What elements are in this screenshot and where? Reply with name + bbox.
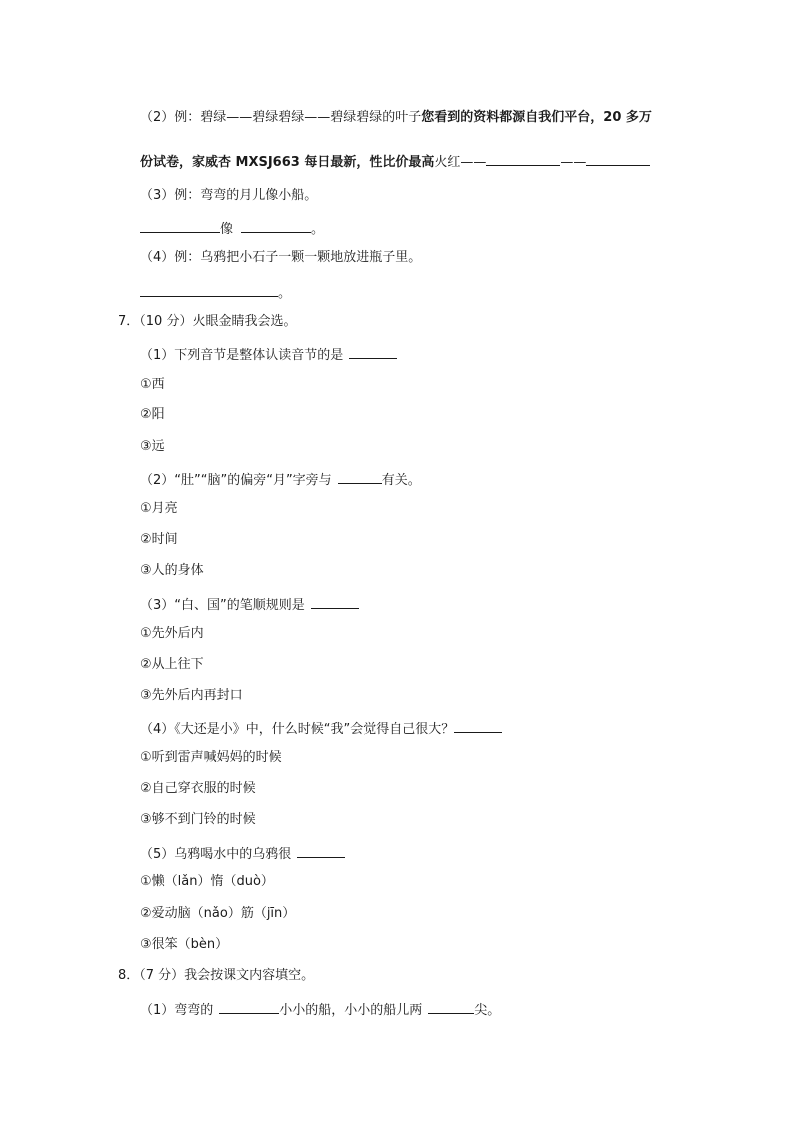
q6-2-line1 (140, 109, 652, 127)
q7-1-option-3[interactable]: ③远 (140, 439, 165, 454)
q7-3-option-3[interactable]: ③先外后内再封口 (140, 688, 243, 703)
q6-2-line2 (140, 151, 650, 172)
q6-2-blank-1[interactable] (486, 151, 560, 166)
q7-4-option-1[interactable]: ①听到雷声喊妈妈的时候 (140, 750, 282, 765)
q7-5-option-3[interactable]: ③很笨（bèn） (140, 937, 229, 952)
q6-3-blank-1[interactable] (140, 218, 220, 233)
q7-2-option-1[interactable]: ①月亮 (140, 501, 178, 516)
q6-2-tail: 火红—— (434, 155, 487, 170)
q6-4-answer-line (140, 282, 291, 303)
q6-3-example: （3）例：弯弯的月儿像小船。 (140, 188, 318, 203)
q7-5-option-2[interactable]: ②爱动脑（nǎo）筋（jīn） (140, 906, 296, 921)
q7-1-stem: （1）下列音节是整体认读音节的是 (140, 344, 397, 365)
watermark-text-2: 份试卷，家威杏 MXSJ663 每日最新，性比价最高 (140, 155, 435, 170)
q8-1-blank-1[interactable] (219, 999, 279, 1014)
q7-1-option-2[interactable]: ②阳 (140, 407, 165, 422)
q6-2-blank-2[interactable] (586, 151, 650, 166)
q6-4-blank[interactable] (140, 282, 278, 297)
q7-5-blank[interactable] (297, 843, 345, 858)
q7-4-stem: （4）《大还是小》中，什么时候“我”会觉得自己很大？ (140, 718, 502, 739)
q7-3-blank[interactable] (311, 594, 359, 609)
q7-5-option-1[interactable]: ①懒（lǎn）惰（duò） (140, 874, 274, 889)
q6-3-mid: 像 (220, 222, 234, 237)
q7-1-blank[interactable] (349, 344, 397, 359)
q6-2-dash: —— (560, 155, 587, 170)
q8-1-blank-2[interactable] (428, 999, 474, 1014)
q6-2-label: （2）例： (140, 110, 201, 125)
q7-4-option-3[interactable]: ③够不到门铃的时候 (140, 812, 256, 827)
q6-3-end: 。 (311, 222, 325, 237)
q7-title: 7．（10 分）火眼金睛我会选。 (118, 314, 297, 329)
q6-2-example: 碧绿——碧绿碧绿——碧绿碧绿的叶子 (200, 110, 422, 125)
q8-1-line: （1）弯弯的 小小的船，小小的船儿两 尖。 (140, 999, 500, 1020)
q7-2-stem: （2）“肚”“脑”的偏旁“月”字旁与 有关。 (140, 469, 421, 490)
watermark-text-1: 您看到的资料都源自我们平台，20 多万 (421, 110, 652, 125)
q8-title: 8．（7 分）我会按课文内容填空。 (118, 968, 315, 983)
q6-4-example: （4）例：乌鸦把小石子一颗一颗地放进瓶子里。 (140, 250, 422, 265)
q7-1-option-1[interactable]: ①西 (140, 377, 165, 392)
q7-3-option-2[interactable]: ②从上往下 (140, 657, 204, 672)
q7-2-option-3[interactable]: ③人的身体 (140, 563, 204, 578)
q6-3-blank-2[interactable] (241, 218, 311, 233)
q7-3-option-1[interactable]: ①先外后内 (140, 626, 204, 641)
q6-3-answer-line (140, 218, 324, 239)
q7-4-option-2[interactable]: ②自己穿衣服的时候 (140, 781, 256, 796)
q7-2-option-2[interactable]: ②时间 (140, 532, 178, 547)
q7-5-stem: （5）乌鸦喝水中的乌鸦很 (140, 843, 345, 864)
q7-2-blank[interactable] (338, 469, 382, 484)
q6-4-end: 。 (278, 286, 292, 301)
q7-3-stem: （3）“白、国”的笔顺规则是 (140, 594, 359, 615)
q7-4-blank[interactable] (454, 718, 502, 733)
